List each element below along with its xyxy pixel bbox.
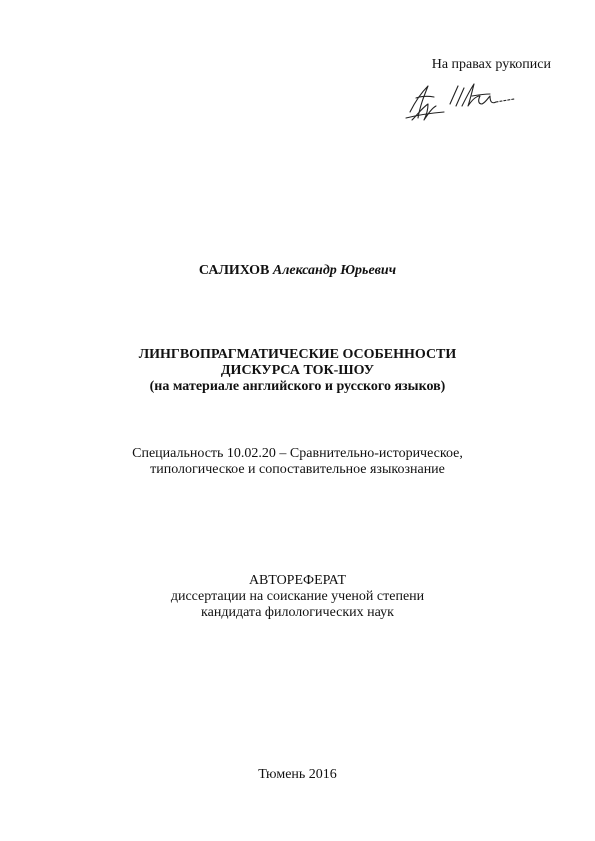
place-year: Тюмень 2016 <box>258 767 337 782</box>
title-line-2: ДИСКУРСА ТОК-ШОУ <box>220 363 375 378</box>
rights-note: На правах рукописи <box>431 57 551 72</box>
author-surname: САЛИХОВ <box>198 263 270 278</box>
signature-icon <box>398 74 518 130</box>
document-genre <box>0 573 595 621</box>
specialty <box>0 446 595 478</box>
author-name <box>0 263 595 279</box>
genre-line-1: диссертации на соискание ученой степени <box>170 589 425 604</box>
specialty-line-1: Специальность 10.02.20 – Сравнительно-историческое, <box>132 446 463 461</box>
specialty-line-2: типологическое и сопоставительное языкознание <box>150 462 445 477</box>
title-line-1: ЛИНГВОПРАГМАТИЧЕСКИЕ ОСОБЕННОСТИ <box>138 347 457 362</box>
title-line-3: (на материале английского и русского языков) <box>149 379 446 394</box>
genre-heading: АВТОРЕФЕРАТ <box>248 573 347 588</box>
dissertation-title <box>0 347 595 395</box>
author-given-names: Александр Юрьевич <box>272 263 397 278</box>
genre-line-2: кандидата филологических наук <box>201 605 394 620</box>
